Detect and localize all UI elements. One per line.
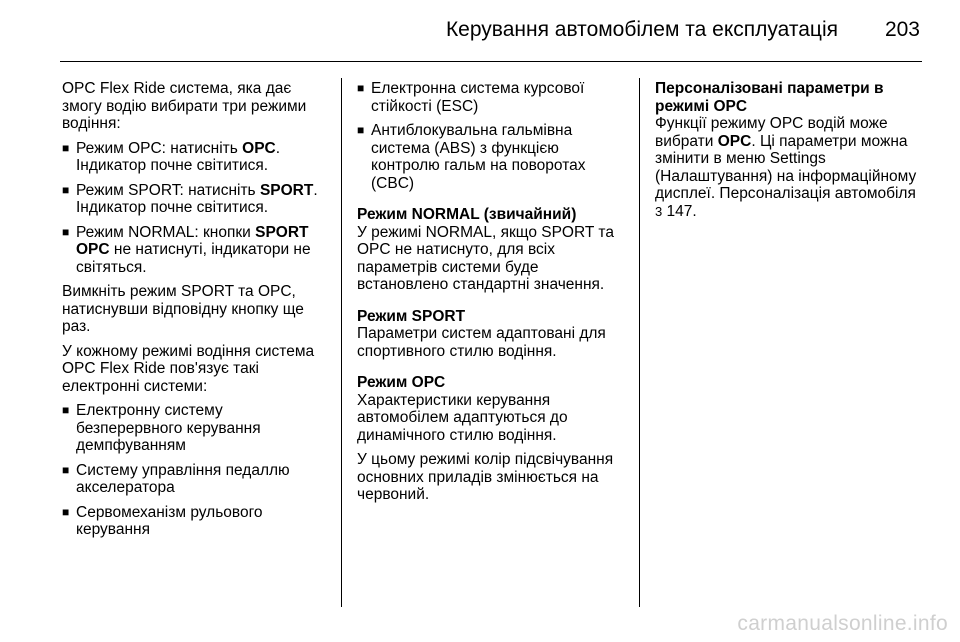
watermark: carmanualsonline.info: [737, 612, 948, 635]
bullet-text: Режим NORMAL: кнопки: [76, 223, 256, 241]
bullet-text: не натиснуті, індикатори не світяться.: [76, 241, 311, 276]
paragraph: У цьому режимі колір підсвічування основних приладів змінюється на червоний.: [357, 451, 614, 503]
header-divider: [60, 61, 922, 62]
page-reference[interactable]: 147.: [662, 202, 697, 220]
heading-normal-mode: Режим NORMAL (звичайний): [357, 206, 577, 223]
bullet-text: . Індикатор почне світитися.: [76, 139, 281, 174]
heading-sport-mode: Режим SPORT: [357, 307, 466, 325]
paragraph: [655, 115, 927, 220]
bullet-text: Режим OPC: натисніть: [76, 139, 243, 157]
section-title: Керування автомобілем та експлуатація: [445, 18, 838, 41]
button-name-opc: OPC: [717, 132, 752, 150]
page-reference-icon[interactable]: 3: [655, 203, 663, 219]
bullet-damping: ■ Електронну систему безперервного керування демпфуванням: [62, 402, 328, 455]
paragraph: У режимі NORMAL, якщо SPORT та OPC не натиснуто, для всіх параметрів системи буде встановлено стандартні значення.: [357, 223, 614, 293]
bullet-text: Режим SPORT: натисніть: [76, 181, 260, 199]
bullet-steering: ■ Сервомеханізм рульового керування: [62, 504, 328, 539]
heading-personalized-settings: Персоналізовані параметри в режимі OPC: [655, 80, 884, 115]
column-3: [655, 80, 927, 227]
column-1: [62, 80, 328, 546]
bullet-opc-mode: [62, 140, 328, 175]
paragraph: Вимкніть режим SPORT та OPC, натиснувши відповідну кнопку ще раз.: [62, 283, 304, 335]
heading-opc-mode: Режим OPC: [357, 374, 446, 391]
page-number: 203: [884, 18, 920, 41]
button-name-sport-opc: SPORT OPC: [76, 223, 309, 258]
bullet-esc: ■ Електронна система курсової стійкості (ESC): [357, 80, 625, 115]
bullet-sport-mode: [62, 182, 328, 217]
bullet-accelerator: ■ Систему управління педаллю акселератора: [62, 462, 328, 497]
button-name-opc: OPC: [242, 139, 276, 157]
paragraph: У кожному режимі водіння система OPC Flex Ride пов'язує такі електронні системи:: [62, 342, 315, 395]
page-header: [0, 0, 960, 62]
bullet-normal-mode: [62, 224, 328, 277]
paragraph: Параметри систем адаптовані для спортивного стилю водіння.: [357, 325, 606, 360]
bullet-text: . Індикатор почне світитися.: [76, 181, 318, 216]
bullet-abs: ■ Антиблокувальна гальмівна система (ABS) з функцією контролю гальм на поворотах (CBC): [357, 122, 625, 192]
column-divider-2: [639, 78, 640, 607]
column-2: [357, 80, 625, 511]
paragraph-text: . Ці параметри можна змінити в меню Settings (Налаштування) на інформаційному дисплеї. Персоналізація автомобіля: [655, 132, 917, 202]
column-divider-1: [341, 78, 342, 607]
paragraph: Характеристики керування автомобілем адаптуються до динамічного стилю водіння.: [357, 391, 568, 444]
paragraph-text: Функції режиму OPC водій може вибрати: [655, 115, 888, 150]
button-name-sport: SPORT: [259, 181, 314, 199]
intro-paragraph: OPC Flex Ride система, яка дає змогу водію вибирати три режими водіння:: [62, 80, 307, 132]
